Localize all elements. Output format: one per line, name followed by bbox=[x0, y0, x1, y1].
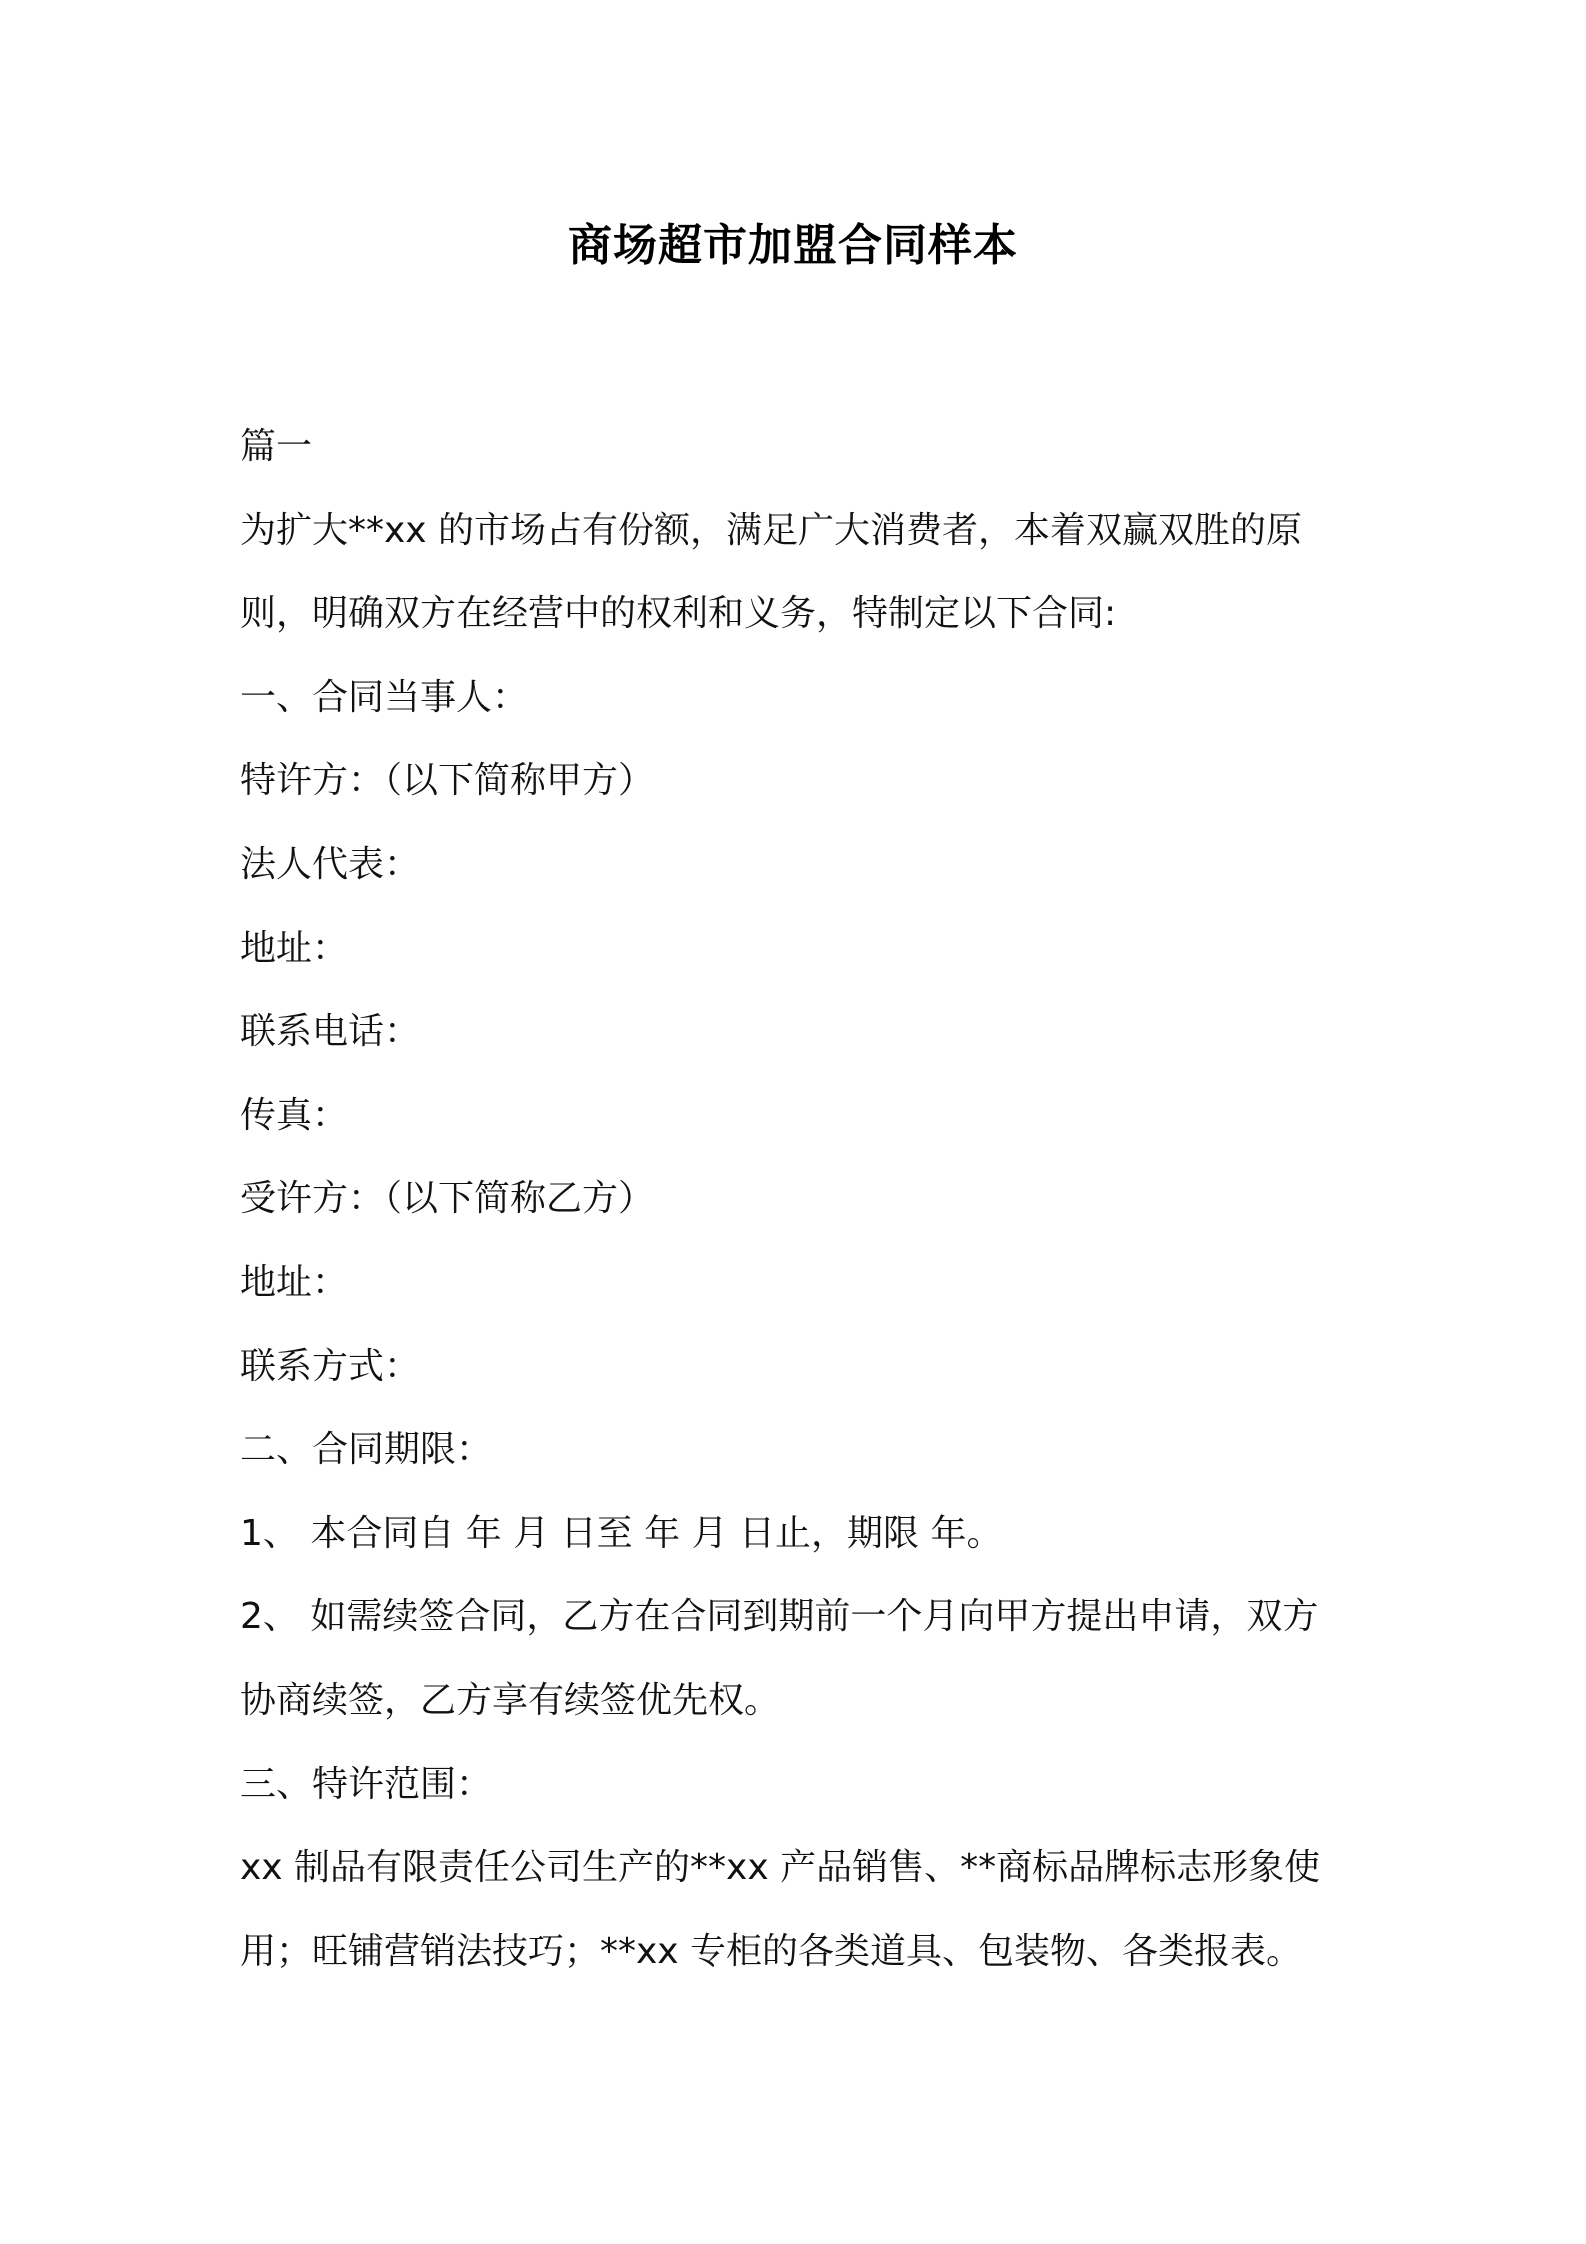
section-heading-part-one: 篇一 bbox=[240, 426, 313, 467]
section-heading-parties: 一、合同当事人： bbox=[240, 676, 529, 718]
term-clause-1: 1、 本合同自 年 月 日至 年 月 日止，期限 年。 bbox=[240, 1512, 1003, 1554]
section-heading-scope: 三、特许范围： bbox=[240, 1763, 493, 1805]
scope-line-1: xx 制品有限责任公司生产的**xx 产品销售、**商标品牌标志形象使 bbox=[240, 1847, 1321, 1889]
section-heading-term: 二、合同期限： bbox=[240, 1429, 493, 1471]
franchisee-label: 受许方：（以下简称乙方） bbox=[240, 1178, 655, 1220]
document-body bbox=[240, 405, 1370, 1993]
franchisor-label: 特许方：（以下简称甲方） bbox=[240, 760, 655, 802]
legal-representative-label: 法人代表： bbox=[240, 843, 421, 885]
franchisee-address-label: 地址： bbox=[240, 1261, 349, 1303]
term-clause-2-line-2: 协商续签，乙方享有续签优先权。 bbox=[240, 1679, 781, 1721]
preamble-line-1: 为扩大**xx 的市场占有份额，满足广大消费者，本着双赢双胜的原 bbox=[240, 509, 1303, 551]
scope-line-2: 用；旺铺营销法技巧；**xx 专柜的各类道具、包装物、各类报表。 bbox=[240, 1930, 1303, 1972]
document-title: 商场超市加盟合同样本 bbox=[568, 220, 1018, 271]
franchisor-fax-label: 传真： bbox=[240, 1094, 349, 1136]
term-clause-2-line-1: 2、 如需续签合同，乙方在合同到期前一个月向甲方提出申请，双方 bbox=[240, 1596, 1319, 1638]
franchisor-phone-label: 联系电话： bbox=[240, 1011, 421, 1053]
franchisee-contact-label: 联系方式： bbox=[240, 1345, 421, 1387]
preamble-line-2: 则，明确双方在经营中的权利和义务，特制定以下合同: bbox=[240, 593, 1117, 635]
franchisor-address-label: 地址： bbox=[240, 927, 349, 969]
